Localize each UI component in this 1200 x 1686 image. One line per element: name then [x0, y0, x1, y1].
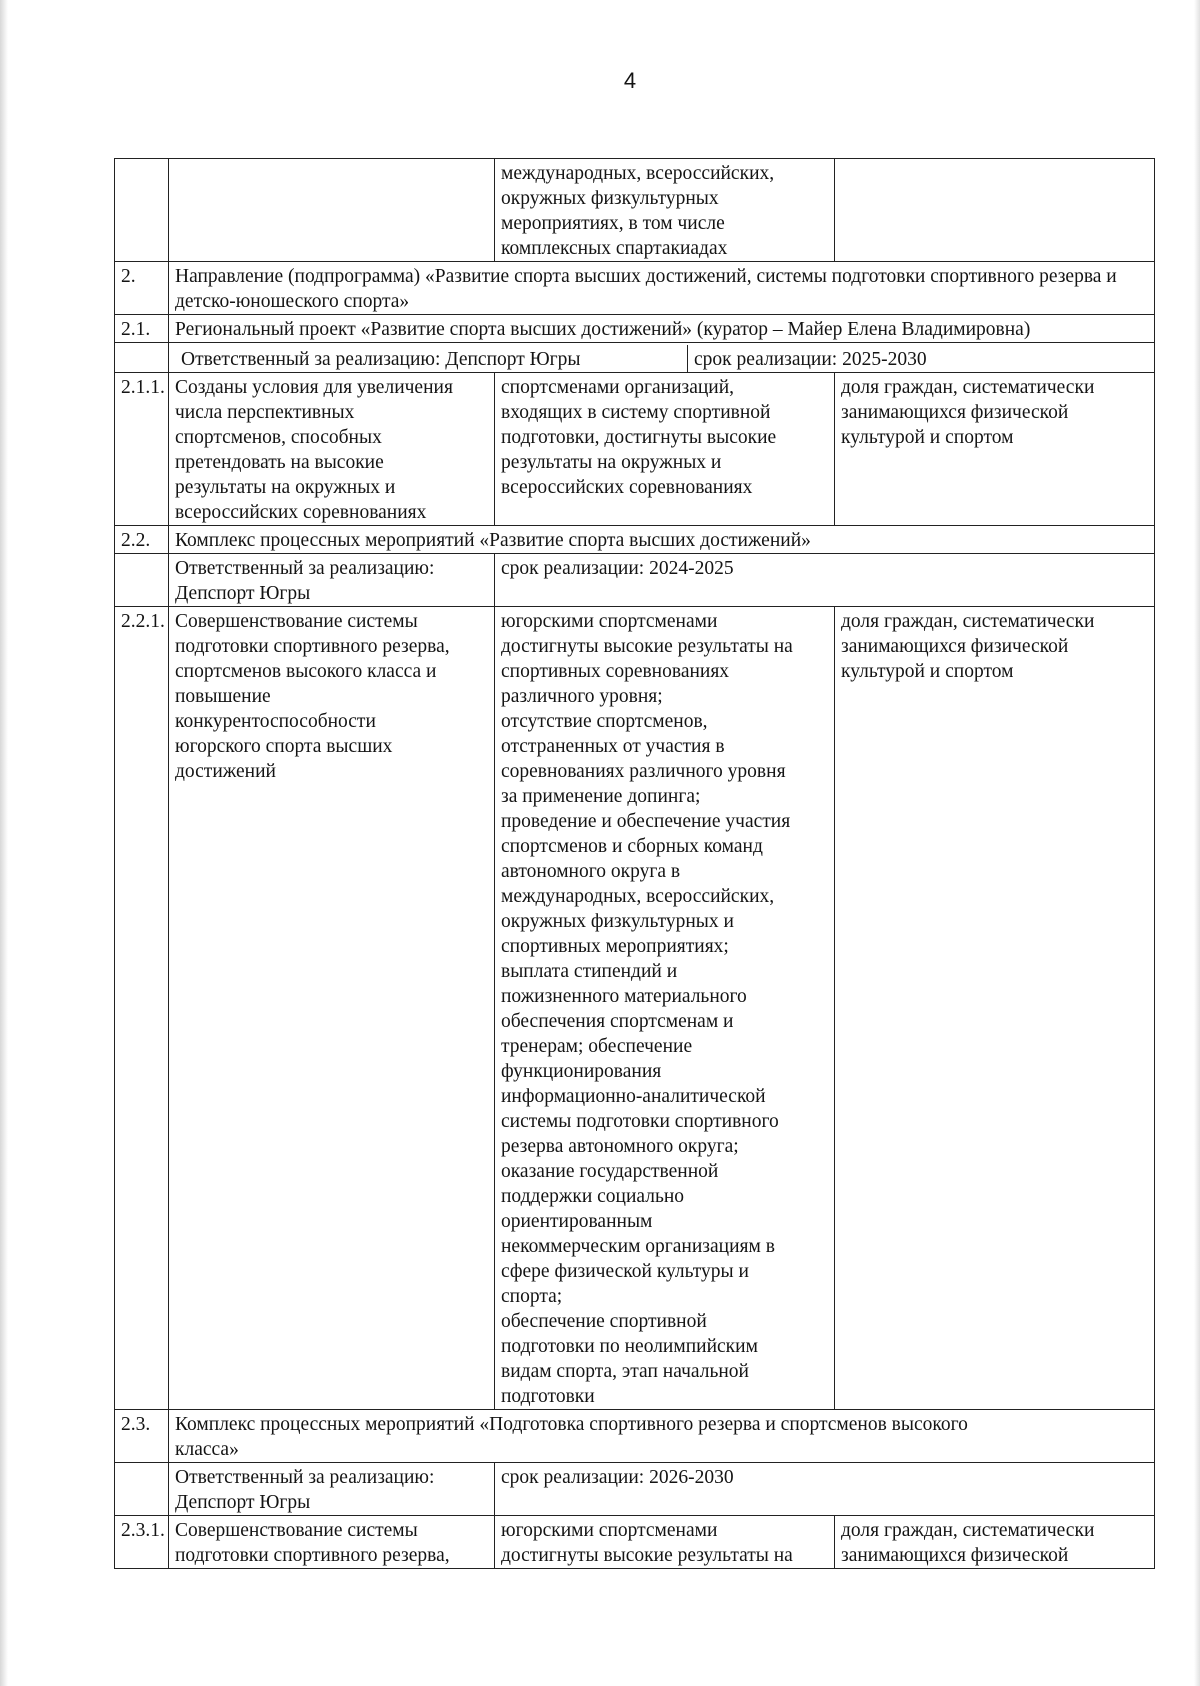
cell-number: 2. [115, 262, 169, 315]
cell-number [115, 343, 169, 373]
section-heading: Региональный проект «Развитие спорта высших достижений» (куратор – Майер Елена Владимировна) [169, 315, 1155, 343]
program-structure-table [114, 158, 1155, 1569]
scan-edge-right [1194, 0, 1200, 1686]
scan-edge-left [0, 0, 8, 1686]
table-row [115, 607, 1155, 1410]
cell-task: Совершенствование системы подготовки спортивного резерва, [169, 1516, 495, 1569]
table-row [115, 159, 1155, 262]
section-heading: Направление (подпрограмма) «Развитие спорта высших достижений, системы подготовки спортивного резерва и детско-юношеского спорта» [169, 262, 1155, 315]
responsible-label: Ответственный за реализацию: Депспорт Югры [169, 554, 495, 607]
cell-number [115, 1463, 169, 1516]
cell-indicator: доля граждан, систематически занимающихся физической [835, 1516, 1155, 1569]
cell-task: Созданы условия для увеличения числа перспективных спортсменов, способных претендовать на высокие результаты на окружных и всероссийских соревнованиях [169, 373, 495, 526]
term-label: срок реализации: 2025-2030 [687, 345, 1148, 372]
cell-indicator: доля граждан, систематически занимающихся физической культурой и спортом [835, 373, 1155, 526]
cell-task: Совершенствование системы подготовки спортивного резерва, спортсменов высокого класса и повышение конкурентоспособности югорского спорта высших достижений [169, 607, 495, 1410]
table-row [115, 554, 1155, 607]
document-sheet [114, 158, 1154, 1569]
table-row [115, 526, 1155, 554]
page-number: 4 [623, 68, 637, 93]
table-row [115, 262, 1155, 315]
cell-number: 2.3.1. [115, 1516, 169, 1569]
responsible-label: Ответственный за реализацию: Депспорт Югры [169, 1463, 495, 1516]
term-label: срок реализации: 2024-2025 [495, 554, 1155, 607]
table-row [115, 343, 1155, 373]
cell-effect: спортсменами организаций, входящих в систему спортивной подготовки, достигнуты высокие результаты на окружных и всероссийских соревнованиях [495, 373, 835, 526]
cell-number: 2.2. [115, 526, 169, 554]
cell-number: 2.1.1. [115, 373, 169, 526]
cell-effect: югорскими спортсменами достигнуты высокие результаты на [495, 1516, 835, 1569]
cell-number [115, 159, 169, 262]
section-heading: Комплекс процессных мероприятий «Подготовка спортивного резерва и спортсменов высокого класса» [169, 1410, 1155, 1463]
table-row [115, 1516, 1155, 1569]
cell-indicator: доля граждан, систематически занимающихся физической культурой и спортом [835, 607, 1155, 1410]
cell-number: 2.1. [115, 315, 169, 343]
cell-number: 2.2.1. [115, 607, 169, 1410]
section-heading: Комплекс процессных мероприятий «Развитие спорта высших достижений» [169, 526, 1155, 554]
cell-number [115, 554, 169, 607]
responsible-label: Ответственный за реализацию: Депспорт Югры [181, 349, 581, 370]
cell-indicator [835, 159, 1155, 262]
cell-effect: югорскими спортсменами достигнуты высокие результаты на спортивных соревнованиях различного уровня; отсутствие спортсменов, отстраненных от участия в соревнованиях различного уровня за применение допинга; проведение и обеспечение участия спортсменов и сборных команд автономного округа в международных, всероссийских, окружных физкультурных и спортивных мероприятиях; выплата стипендий и пожизненного материального обеспечения спортсменам и тренерам; обеспечение функционирования информационно-аналитической системы подготовки спортивного резерва автономного округа; оказание государственной поддержки социально ориентированным некоммерческим организациям в сфере физической культуры и спорта; обеспечение спортивной подготовки по неолимпийским видам спорта, этап начальной подготовки [495, 607, 835, 1410]
responsible-row [169, 343, 1155, 373]
table-row [115, 1410, 1155, 1463]
table-row [115, 373, 1155, 526]
cell-task [169, 159, 495, 262]
table-row [115, 1463, 1155, 1516]
table-row [115, 315, 1155, 343]
cell-number: 2.3. [115, 1410, 169, 1463]
cell-effect: международных, всероссийских, окружных физкультурных мероприятиях, в том числе комплексных спартакиадах [495, 159, 835, 262]
term-label: срок реализации: 2026-2030 [495, 1463, 1155, 1516]
